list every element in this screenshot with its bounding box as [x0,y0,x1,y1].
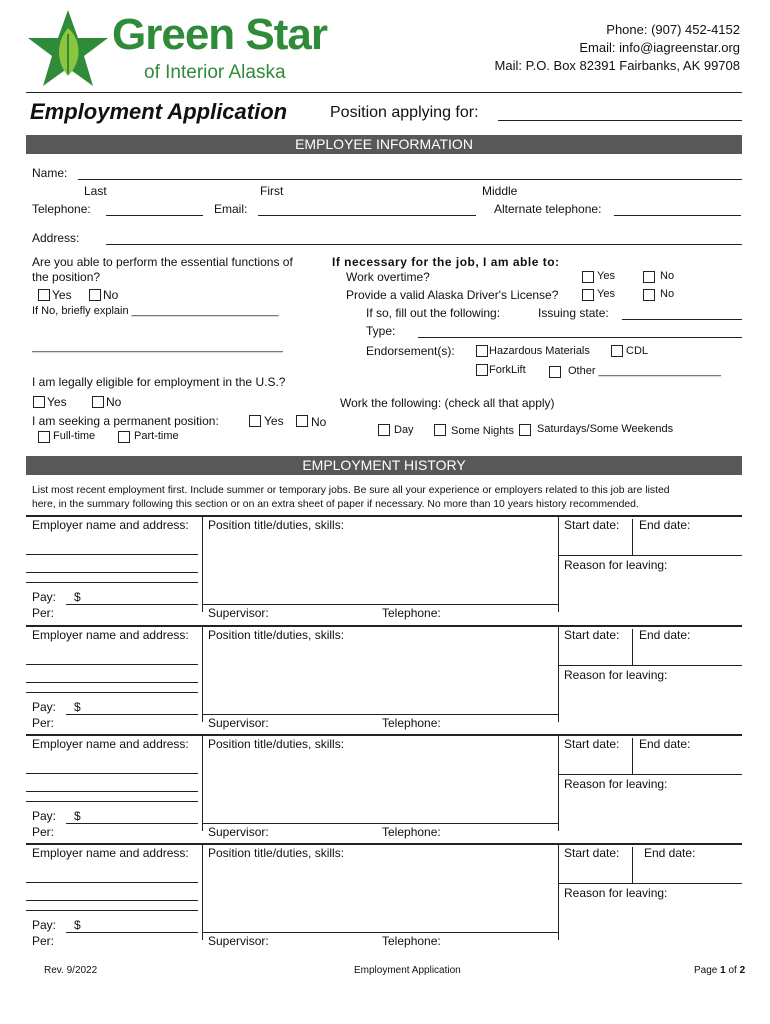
other-checkbox[interactable] [549,366,561,378]
employer-3-address-line-1[interactable] [26,773,198,774]
necessary-title: If necessary for the job, I am able to: [332,255,560,269]
employer-2-divider-right [558,625,559,722]
email-field[interactable] [258,215,476,216]
type-label: Type: [366,324,396,338]
employer-4-divider-left [202,843,203,940]
permanent-no-label: No [311,415,327,429]
forklift-checkbox[interactable] [476,364,488,376]
employer-4-duties-label: Position title/duties, skills: [208,846,345,860]
parttime-label: Part-time [134,430,179,442]
license-yes-label: Yes [597,288,615,300]
employer-3-label: Employer name and address: [32,737,189,751]
type-field[interactable] [418,337,742,338]
employer-3-end-date-label: End date: [639,737,691,751]
footer-page [694,965,745,976]
issuing-state-field[interactable] [622,319,742,320]
header-divider [26,92,742,93]
eligible-yes-checkbox[interactable] [33,396,45,408]
employer-4-pay-dollar: $ [74,918,81,932]
employer-2-address-line-2[interactable] [26,682,198,683]
employer-1-pay-field[interactable] [66,604,198,605]
employer-1-top-rule [26,515,742,517]
contact-email: Email: info@iagreenstar.org [579,40,740,55]
employer-2-top-rule [26,625,742,627]
overtime-no-checkbox[interactable] [643,271,655,283]
middle-label: Middle [482,184,518,198]
employer-2-label: Employer name and address: [32,628,189,642]
permanent-yes-checkbox[interactable] [249,415,261,427]
employer-1-telephone-label: Telephone: [382,606,441,620]
permanent-no-checkbox[interactable] [296,415,308,427]
position-field[interactable] [498,120,742,121]
employer-3-date-divider [632,738,633,774]
employer-3-start-date-label: Start date: [564,737,620,751]
essential-no-checkbox[interactable] [89,289,101,301]
employer-2-pay-label: Pay: [32,700,57,714]
section-employment-history: EMPLOYMENT HISTORY [26,456,742,475]
employer-3-duties-rule [202,823,558,824]
overtime-no-label: No [660,270,675,282]
employer-2-per-label: Per: [32,716,55,730]
employer-2-duties-rule [202,714,558,715]
logo-name: Green Star [112,10,327,59]
employer-1-address-line-3[interactable] [26,582,198,583]
employer-1-supervisor-label: Supervisor: [208,606,269,620]
address-label: Address: [32,231,80,245]
hazmat-checkbox[interactable] [476,345,488,357]
employer-1-address-line-2[interactable] [26,572,198,573]
eligible-no-checkbox[interactable] [92,396,104,408]
contact-phone: Phone: (907) 452-4152 [606,22,740,37]
essential-yes-checkbox[interactable] [38,289,50,301]
employer-3-divider-right [558,734,559,831]
eligible-question: I am legally eligible for employment in the U.S.? [32,375,286,389]
employer-3-divider-left [202,734,203,831]
footer-page-total: 2 [739,965,746,976]
employer-4-duties-rule [202,932,558,933]
employer-1-duties-rule [202,604,558,605]
overtime-label: Work overtime? [346,270,430,284]
employer-4-address-line-1[interactable] [26,882,198,883]
alt-phone-label: Alternate telephone: [494,202,602,216]
employer-3-date-rule [558,774,742,775]
weekends-checkbox[interactable] [519,424,531,436]
employer-4-per-label: Per: [32,934,55,948]
section-employee-information: EMPLOYEE INFORMATION [26,135,742,154]
employer-4-date-rule [558,883,742,884]
essential-question-line1: Are you able to perform the essential functions of [32,255,293,269]
employer-2-end-date-label: End date: [639,628,691,642]
employer-2-supervisor-label: Supervisor: [208,716,269,730]
employer-1-reason-label: Reason for leaving: [564,558,668,572]
email-label: Email: [214,202,248,216]
employer-4-date-divider [632,847,633,883]
employer-2-pay-dollar: $ [74,700,81,714]
history-note-line2: here, in the summary following this section or on an extra sheet of paper if necessary. No more than 10 years history recommended. [32,499,639,510]
employer-3-telephone-label: Telephone: [382,825,441,839]
footer-page-prefix: Page [694,965,721,976]
employer-4-reason-label: Reason for leaving: [564,886,668,900]
day-label: Day [394,424,414,436]
employer-1-address-line-1[interactable] [26,554,198,555]
essential-yes-label: Yes [52,288,72,302]
fulltime-label: Full-time [53,430,96,442]
fulltime-checkbox[interactable] [38,431,50,443]
employer-4-pay-field[interactable] [66,932,198,933]
if-so-label: If so, fill out the following: [366,306,501,320]
history-note-line1: List most recent employment first. Include summer or temporary jobs. Be sure all your experience or employers related to this job are listed [32,485,670,496]
employer-4-pay-label: Pay: [32,918,57,932]
first-label: First [260,184,284,198]
cdl-label: CDL [626,345,649,357]
employer-1-duties-label: Position title/duties, skills: [208,518,345,532]
forklift-label: ForkLift [489,364,526,376]
issuing-state-label: Issuing state: [538,306,609,320]
explain-line[interactable]: _________________________________________ [32,341,283,353]
employer-2-address-line-3[interactable] [26,692,198,693]
footer-rev: Rev. 9/2022 [44,965,98,976]
employer-2-pay-field[interactable] [66,714,198,715]
employer-4-divider-right [558,843,559,940]
cdl-checkbox[interactable] [611,345,623,357]
employer-4-address-line-3[interactable] [26,910,198,911]
logo [26,6,366,90]
employer-1-date-divider [632,519,633,555]
weekends-label: Saturdays/Some Weekends [537,423,674,435]
employer-2-date-divider [632,629,633,665]
name-field[interactable] [78,179,742,180]
essential-question-line2: the position? [32,270,101,284]
alt-phone-field[interactable] [614,215,741,216]
employer-1-end-date-label: End date: [639,518,691,532]
employer-2-start-date-label: Start date: [564,628,620,642]
permanent-yes-label: Yes [264,414,284,428]
employer-4-address-line-2[interactable] [26,900,198,901]
license-no-checkbox[interactable] [643,289,655,301]
employer-4-supervisor-label: Supervisor: [208,934,269,948]
last-label: Last [84,184,107,198]
address-field[interactable] [106,244,742,245]
hazmat-label: Hazardous Materials [489,345,590,357]
employer-4-telephone-label: Telephone: [382,934,441,948]
employer-3-reason-label: Reason for leaving: [564,777,668,791]
employer-2-telephone-label: Telephone: [382,716,441,730]
employer-1-pay-dollar: $ [74,590,81,604]
employer-3-address-line-2[interactable] [26,791,198,792]
overtime-yes-checkbox[interactable] [582,271,594,283]
logo-subtitle: of Interior Alaska [144,62,286,83]
employer-1-label: Employer name and address: [32,518,189,532]
employer-3-pay-field[interactable] [66,823,198,824]
employer-3-pay-dollar: $ [74,809,81,823]
permanent-question: I am seeking a permanent position: [32,414,219,428]
star-leaf-logo-icon [26,6,110,90]
employer-3-pay-label: Pay: [32,809,57,823]
employer-4-top-rule [26,843,742,845]
page-title: Employment Application [30,99,288,124]
employer-1-divider-right [558,515,559,612]
telephone-label: Telephone: [32,202,91,216]
footer-page-of: of [725,965,740,976]
employer-2-reason-label: Reason for leaving: [564,668,668,682]
employer-4-label: Employer name and address: [32,846,189,860]
if-no-explain: If No, briefly explain ________________________ [32,305,279,317]
essential-no-label: No [103,288,119,302]
employer-3-address-line-3[interactable] [26,801,198,802]
employer-1-date-rule [558,555,742,556]
some-nights-label: Some Nights [451,425,514,437]
license-label: Provide a valid Alaska Driver's License? [346,288,559,302]
employer-1-divider-left [202,515,203,612]
some-nights-checkbox[interactable] [434,424,446,436]
employer-4-end-date-label: End date: [644,846,696,860]
employer-2-duties-label: Position title/duties, skills: [208,628,345,642]
overtime-yes-label: Yes [597,270,615,282]
employer-3-duties-label: Position title/duties, skills: [208,737,345,751]
employer-1-start-date-label: Start date: [564,518,620,532]
name-label: Name: [32,166,68,180]
day-checkbox[interactable] [378,424,390,436]
telephone-field[interactable] [106,215,203,216]
contact-mail: Mail: P.O. Box 82391 Fairbanks, AK 99708 [494,58,740,73]
employer-1-per-label: Per: [32,606,55,620]
other-label: Other ____________________ [568,365,721,377]
footer-page-number: 1 [720,965,726,976]
license-yes-checkbox[interactable] [582,289,594,301]
employer-3-top-rule [26,734,742,736]
endorsement-label: Endorsement(s): [366,344,455,358]
employer-2-address-line-1[interactable] [26,664,198,665]
license-no-label: No [660,288,675,300]
work-following-label: Work the following: (check all that apply) [340,396,555,410]
parttime-checkbox[interactable] [118,431,130,443]
footer-title: Employment Application [354,965,461,976]
eligible-no-label: No [106,395,122,409]
eligible-yes-label: Yes [47,395,67,409]
employer-2-divider-left [202,625,203,722]
employer-3-per-label: Per: [32,825,55,839]
employer-1-pay-label: Pay: [32,590,57,604]
position-label: Position applying for: [330,104,479,121]
employer-2-date-rule [558,665,742,666]
employer-3-supervisor-label: Supervisor: [208,825,269,839]
employer-4-start-date-label: Start date: [564,846,620,860]
